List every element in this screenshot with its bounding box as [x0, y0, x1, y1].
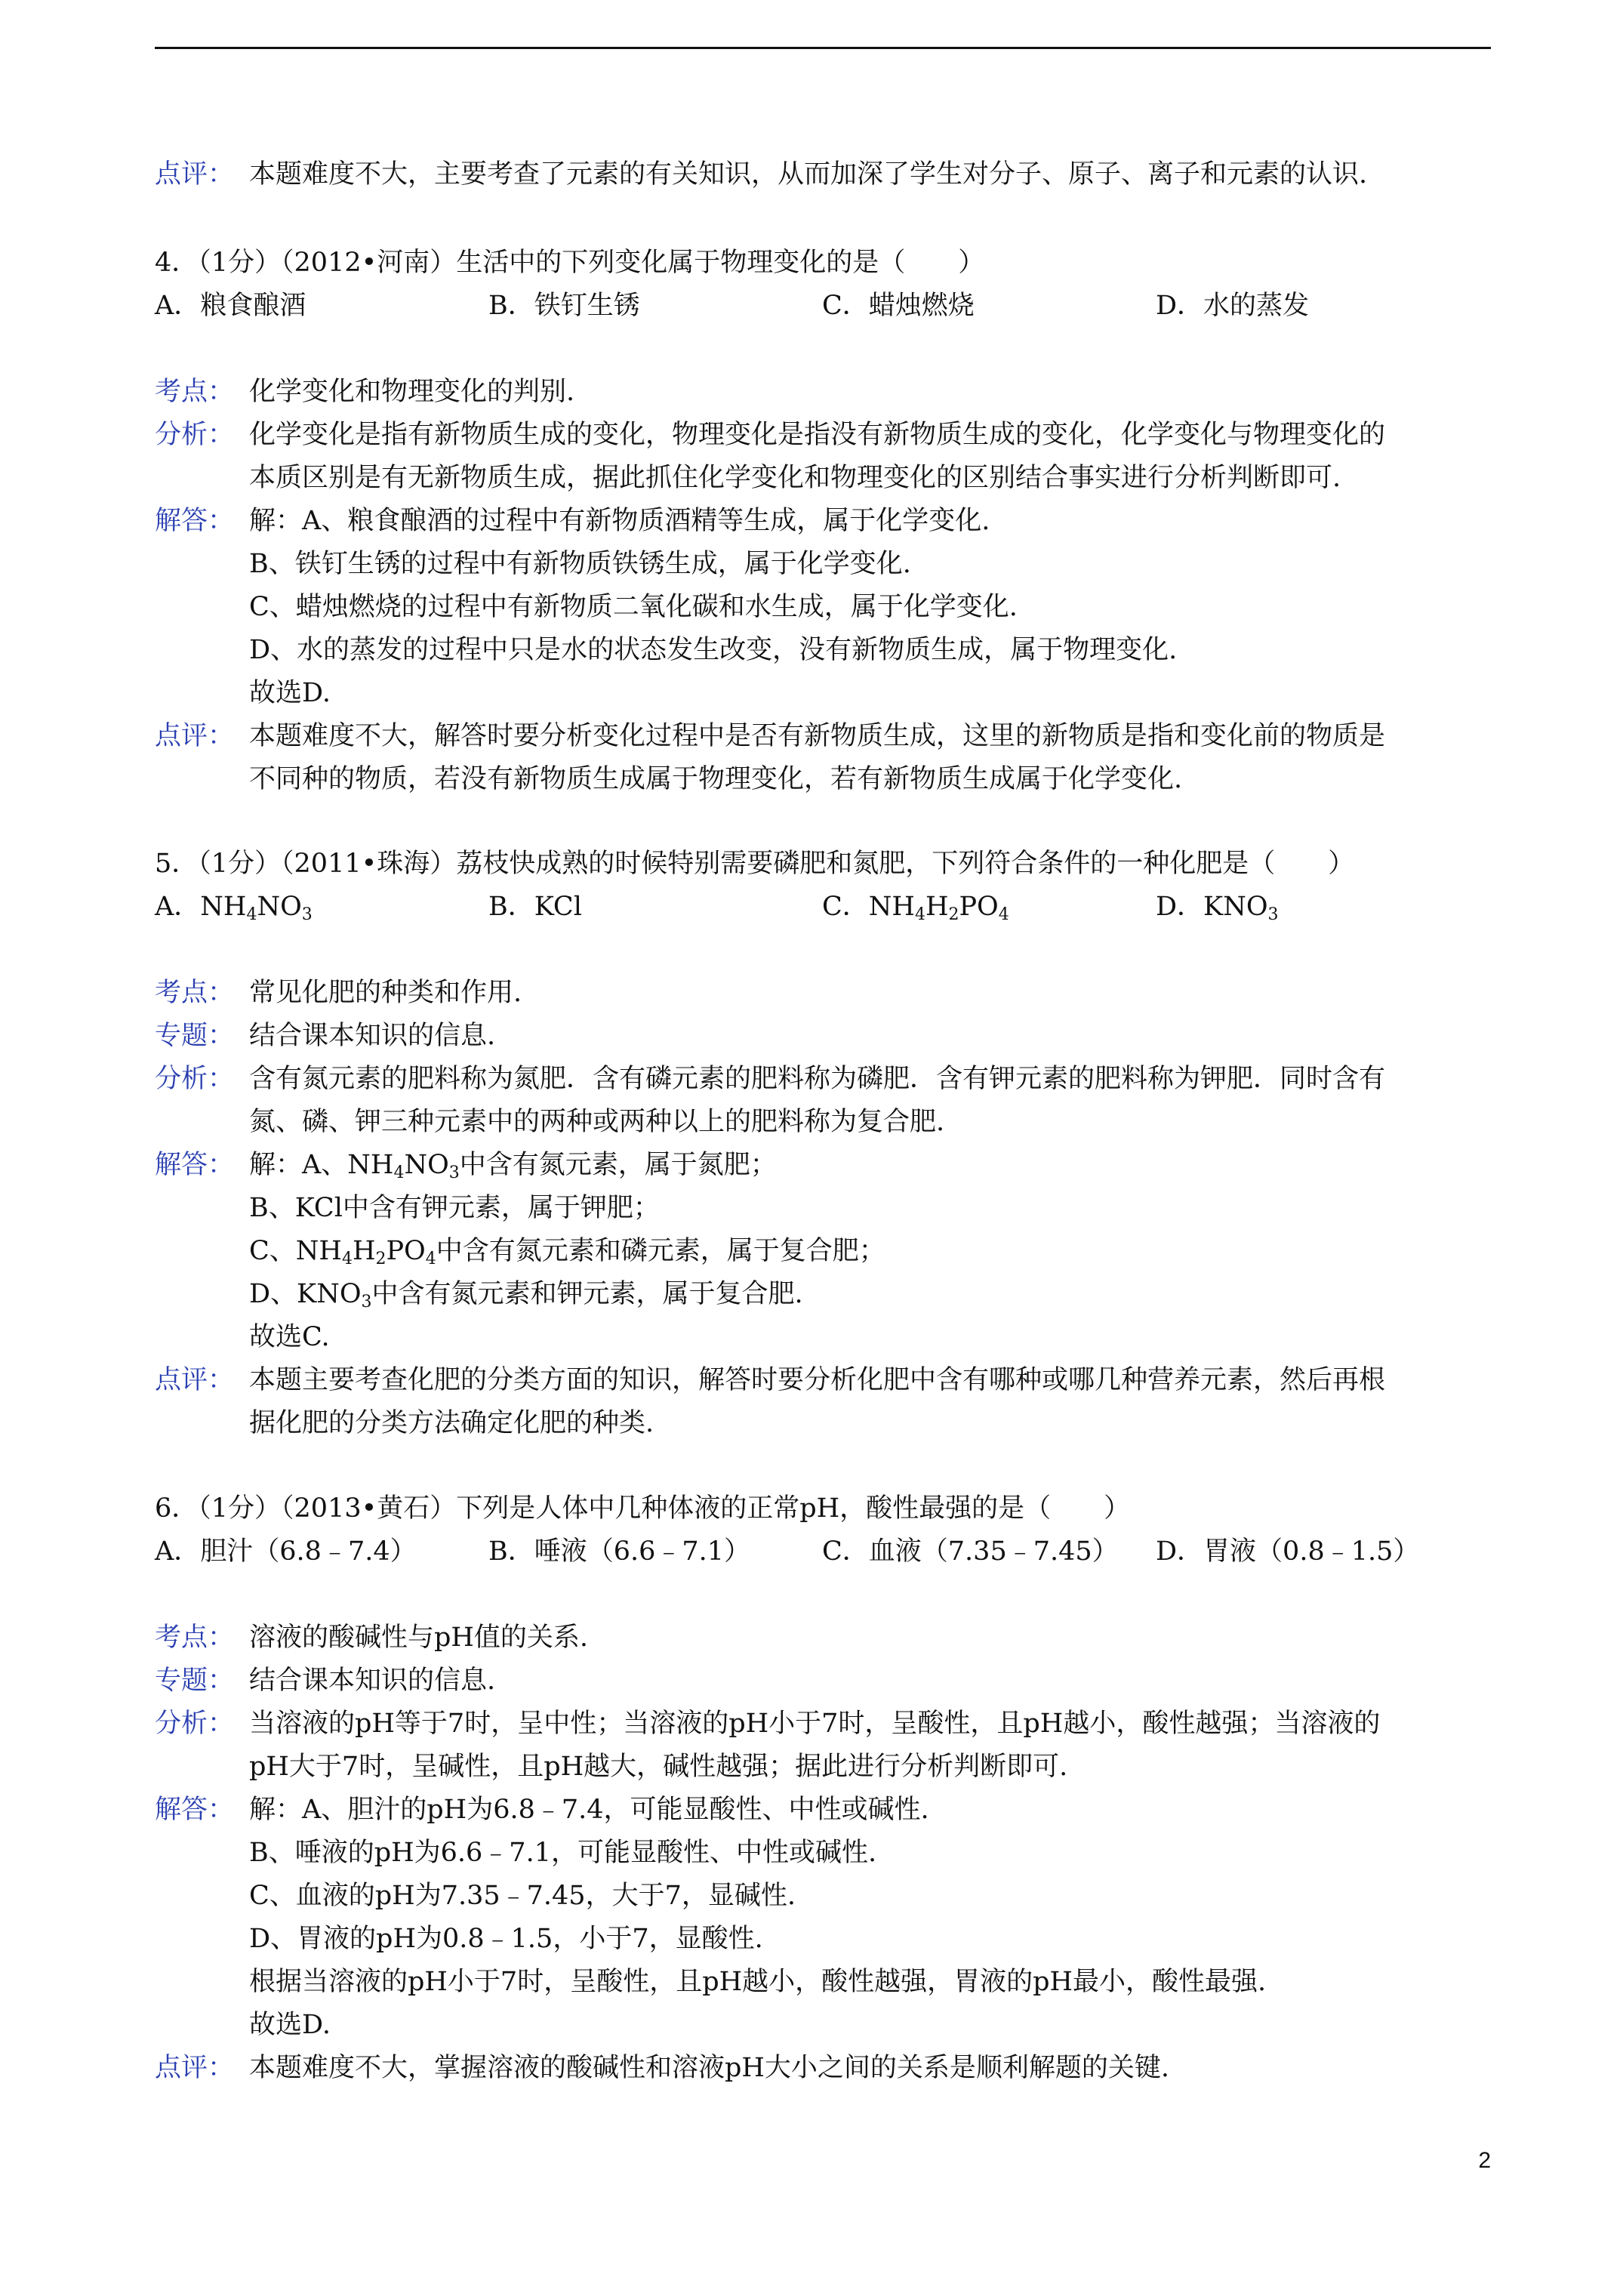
jieda-text: D、水的蒸发的过程中只是水的状态发生改变，没有新物质生成，属于物理变化.: [249, 635, 1178, 665]
option-a: A．粮食酿酒: [155, 291, 306, 321]
dianping-label: 点评：: [155, 721, 235, 751]
dianping-label: 点评：: [155, 2053, 235, 2083]
kaodian-text: 常见化肥的种类和作用.: [249, 978, 522, 1008]
jieda-text: 故选D.: [249, 678, 331, 708]
jieda-text: D、$KNO_3$中含有氮元素和钾元素，属于复合肥.: [249, 1279, 803, 1311]
fenxi-line: [155, 1058, 1491, 1101]
fenxi-text: pH大于7时，呈碱性，且pH越大，碱性越强；据此进行分析判断即可.: [249, 1752, 1068, 1782]
fenxi-text: 化学变化是指有新物质生成的变化，物理变化是指没有新物质生成的变化，化学变化与物理变化的: [249, 420, 1386, 450]
jieda-label: 解答：: [155, 1150, 235, 1180]
dianping-text: 本题难度不大，解答时要分析变化过程中是否有新物质生成，这里的新物质是指和变化前的物质是: [249, 721, 1386, 751]
jieda-text: B、KCl中含有钾元素，属于钾肥；: [249, 1193, 660, 1223]
fenxi-line: [155, 1703, 1491, 1746]
jieda-line: [155, 500, 1491, 543]
fenxi-label: 分析：: [155, 1064, 235, 1094]
fenxi-line: [155, 414, 1491, 457]
zhuanti-line: [155, 1015, 1491, 1058]
fenxi-text: 本质区别是有无新物质生成，据此抓住化学变化和物理变化的区别结合事实进行分析判断即可.: [249, 463, 1341, 493]
jieda-text: 解：A、粮食酿酒的过程中有新物质酒精等生成，属于化学变化.: [249, 506, 990, 536]
prev-review: [155, 153, 1491, 196]
question-title: 6．（1分）（2013•黄石）下列是人体中几种体液的正常pH，酸性最强的是（ ）: [155, 1493, 1131, 1524]
jieda-line: [155, 1144, 1491, 1187]
question-5: [155, 843, 1491, 929]
jieda-text: B、铁钉生锈的过程中有新物质铁锈生成，属于化学变化.: [249, 549, 911, 579]
fenxi-text: 含有氮元素的肥料称为氮肥．含有磷元素的肥料称为磷肥．含有钾元素的肥料称为钾肥．同时含有: [249, 1064, 1386, 1094]
option-b: B．KCl: [488, 892, 582, 922]
kaodian-label: 考点：: [155, 978, 235, 1008]
option-a: A．$NH_4NO_3$: [155, 892, 313, 924]
dianping-line: [155, 2047, 1491, 2090]
zhuanti-label: 专题：: [155, 1021, 235, 1051]
jieda-text: 故选C.: [249, 1322, 330, 1352]
question-title: 5．（1分）（2011•珠海）荔枝快成熟的时候特别需要磷肥和氮肥，下列符合条件的一种化肥是（ ）: [155, 849, 1355, 879]
fenxi-text: 当溶液的pH等于7时，呈中性；当溶液的pH小于7时，呈酸性，且pH越小，酸性越强；当溶液的: [249, 1709, 1381, 1739]
fenxi-label: 分析：: [155, 1709, 235, 1739]
jieda-label: 解答：: [155, 1795, 235, 1825]
jieda-label: 解答：: [155, 506, 235, 536]
kaodian-label: 考点：: [155, 1623, 235, 1653]
dianping-label: 点评：: [155, 1365, 235, 1395]
jieda-text: 故选D.: [249, 2010, 331, 2040]
option-b: B．唾液（6.6﹣7.1）: [488, 1536, 751, 1567]
dianping-text: 本题难度不大，掌握溶液的酸碱性和溶液pH大小之间的关系是顺利解题的关键.: [249, 2053, 1170, 2083]
question-6: [155, 1487, 1491, 1573]
fenxi-label: 分析：: [155, 420, 235, 450]
fenxi-text: 氮、磷、钾三种元素中的两种或两种以上的肥料称为复合肥.: [249, 1107, 945, 1137]
kaodian-text: 化学变化和物理变化的判别.: [249, 377, 575, 407]
option-c: C．$NH_4H_2PO_4$: [822, 892, 1009, 924]
zhuanti-label: 专题：: [155, 1666, 235, 1696]
jieda-text: C、蜡烛燃烧的过程中有新物质二氧化碳和水生成，属于化学变化.: [249, 592, 1018, 622]
options: [155, 886, 1491, 929]
option-d: D．水的蒸发: [1156, 291, 1310, 321]
zhuanti-text: 结合课本知识的信息.: [249, 1666, 496, 1696]
kaodian-line: [155, 972, 1491, 1015]
jieda-text: C、血液的pH为7.35﹣7.45，大于7，显碱性.: [249, 1881, 796, 1911]
jieda-text: D、胃液的pH为0.8﹣1.5，小于7，显酸性.: [249, 1924, 763, 1954]
question-5-solution: [155, 972, 1491, 1445]
kaodian-line: [155, 1616, 1491, 1660]
zhuanti-text: 结合课本知识的信息.: [249, 1021, 496, 1051]
header-rule: [155, 47, 1491, 49]
question-title: 4．（1分）（2012•河南）生活中的下列变化属于物理变化的是（ ）: [155, 248, 985, 278]
jieda-text: 解：A、$NH_4NO_3$中含有氮元素，属于氮肥；: [249, 1150, 777, 1182]
jieda-text: B、唾液的pH为6.6﹣7.1，可能显酸性、中性或碱性.: [249, 1838, 877, 1868]
dianping-text: 本题主要考查化肥的分类方面的知识，解答时要分析化肥中含有哪种或哪几种营养元素，然后再根: [249, 1365, 1386, 1395]
dianping-text: 不同种的物质，若没有新物质生成属于物理变化，若有新物质生成属于化学变化.: [249, 764, 1183, 794]
question-4: [155, 242, 1491, 328]
review-text: 本题难度不大，主要考查了元素的有关知识，从而加深了学生对分子、原子、离子和元素的认识.: [249, 159, 1368, 190]
jieda-text: C、$NH_4H_2PO_4$中含有氮元素和磷元素，属于复合肥；: [249, 1236, 885, 1268]
jieda-text: 根据当溶液的pH小于7时，呈酸性，且pH越小，酸性越强，胃液的pH最小，酸性最强.: [249, 1967, 1267, 1997]
zhuanti-line: [155, 1660, 1491, 1703]
option-b: B．铁钉生锈: [488, 291, 640, 321]
page-number: 2: [1478, 2148, 1491, 2173]
kaodian-text: 溶液的酸碱性与pH值的关系.: [249, 1623, 589, 1653]
dianping-text: 据化肥的分类方法确定化肥的种类.: [249, 1408, 654, 1438]
question-6-solution: [155, 1616, 1491, 2090]
option-c: C．蜡烛燃烧: [822, 291, 975, 321]
options: [155, 1530, 1491, 1573]
dianping-line: [155, 715, 1491, 758]
dianping-line: [155, 1359, 1491, 1402]
jieda-line: [155, 1789, 1491, 1832]
options: [155, 285, 1491, 328]
option-c: C．血液（7.35﹣7.45）: [822, 1536, 1119, 1567]
review-label: 点评：: [155, 159, 235, 190]
review-line: [155, 153, 1491, 196]
kaodian-line: [155, 371, 1491, 414]
option-d: D．$KNO_3$: [1156, 892, 1279, 924]
question-4-solution: [155, 371, 1491, 801]
option-d: D．胃液（0.8﹣1.5）: [1156, 1536, 1420, 1567]
kaodian-label: 考点：: [155, 377, 235, 407]
jieda-text: 解：A、胆汁的pH为6.8﹣7.4，可能显酸性、中性或碱性.: [249, 1795, 929, 1825]
option-a: A．胆汁（6.8﹣7.4）: [155, 1536, 417, 1567]
